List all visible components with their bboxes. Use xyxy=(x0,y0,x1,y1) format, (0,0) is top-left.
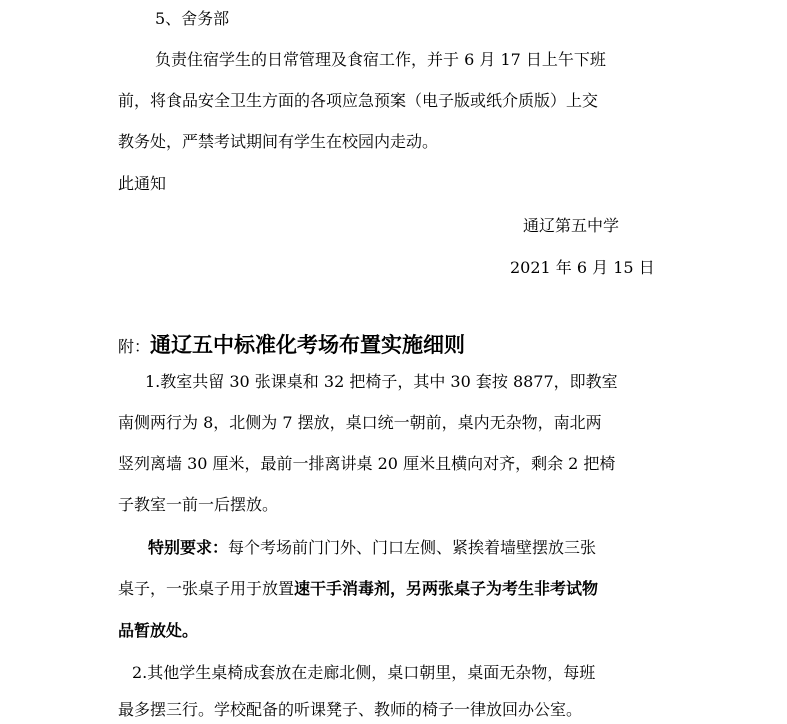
section-5-line-2: 前，将食品安全卫生方面的各项应急预案（电子版或纸介质版）上交 xyxy=(118,91,599,110)
item-1-line-4: 子教室一前一后摆放。 xyxy=(118,495,279,514)
section-5-line-3: 教务处，严禁考试期间有学生在校园内走动。 xyxy=(118,132,439,151)
special-line-3: 品暂放处。 xyxy=(118,621,199,640)
item-2-line-2: 最多摆三行。学校配备的听课凳子、教师的椅子一律放回办公室。 xyxy=(118,700,583,719)
special-line-1-text: 每个考场前门门外、门口左侧、紧挨着墙壁摆放三张 xyxy=(228,538,597,557)
special-line-2 xyxy=(118,578,598,600)
signature-org: 通辽第五中学 xyxy=(523,216,620,235)
section-5-heading: 5、舍务部 xyxy=(155,9,230,28)
closing-text: 此通知 xyxy=(118,174,167,193)
special-label: 特别要求： xyxy=(148,538,229,557)
item-1-line-3: 竖列离墙 30 厘米，最前一排离讲桌 20 厘米且横向对齐，剩余 2 把椅 xyxy=(118,454,616,473)
appendix-prefix: 附： xyxy=(118,337,151,356)
special-line-2-bold: 速干手消毒剂，另两张桌子为考生非考试物 xyxy=(294,579,599,598)
signature-date: 2021 年 6 月 15 日 xyxy=(510,258,655,277)
special-line-2-text: 桌子，一张桌子用于放置 xyxy=(118,579,295,598)
section-5-line-1: 负责住宿学生的日常管理及食宿工作，并于 6 月 17 日上午下班 xyxy=(155,50,606,69)
item-1-line-1: 1.教室共留 30 张课桌和 32 把椅子，其中 30 套按 8877，即教室 xyxy=(145,372,618,391)
appendix-title: 通辽五中标准化考场布置实施细则 xyxy=(150,332,466,357)
appendix-heading xyxy=(118,331,465,361)
item-2-line-1: 2.其他学生桌椅成套放在走廊北侧，桌口朝里，桌面无杂物，每班 xyxy=(132,663,596,682)
item-1-line-2: 南侧两行为 8，北侧为 7 摆放，桌口统一朝前，桌内无杂物，南北两 xyxy=(118,413,602,432)
special-line-1 xyxy=(148,537,596,559)
